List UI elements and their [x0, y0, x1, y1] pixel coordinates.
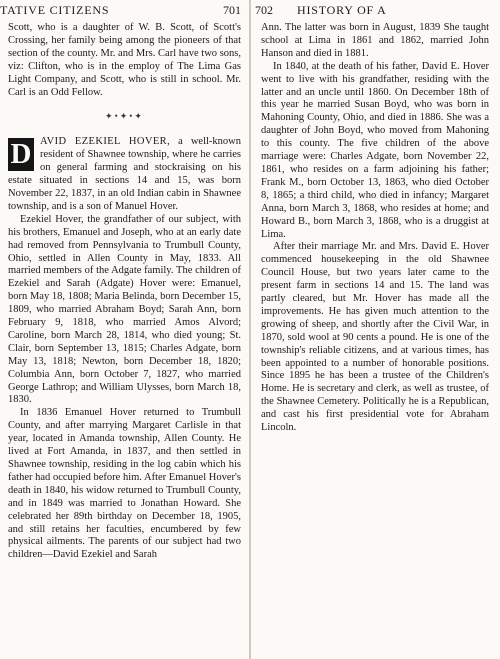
drop-cap: D — [8, 138, 34, 171]
left-page — [0, 0, 249, 659]
right-page-header — [251, 0, 500, 20]
biography-heading: AVID EZEKIEL HOVER, — [40, 136, 171, 148]
section-divider-ornament: ✦•✦•✦ — [105, 111, 144, 122]
biography-paragraph-3: In 1836 Emanuel Hover returned to Trumbull County, and after marrying Margaret Carlisle in that year, located in Amanda township, Allen County. He lived at Fort Amanda, in 1837, and then settled in Shawnee township, residing in the log cabin which his father had occupied before him. After Emanuel Hover's death in 1840, his widow returned to Trumbull County, and in 1849 was married to Jonathan Howard. She celebrated her 89th birthday on December 18, 1905, and still retains her faculties, encumbered by few physical ailments. The parents of our subject had two children—David Ezekiel and Sarah — [8, 407, 241, 561]
right-page — [251, 0, 500, 659]
running-head-left: TATIVE CITIZENS — [0, 3, 110, 17]
right-paragraph-1: Ann. The latter was born in August, 1839 She taught school at Lima in 1861 and 1862, married John Hanson and died in 1881. — [261, 22, 489, 59]
page-number-left: 701 — [223, 3, 241, 17]
biography-first-paragraph — [8, 136, 241, 213]
right-column — [261, 22, 489, 435]
right-paragraph-3: After their marriage Mr. and Mrs. David E. Hover commenced housekeeping in the old Shawnee Council House, but two years later came to the present farm in sections 14 and 15. The land was partly cleared, but Mr. Hover has made all the improvements. He has given much attention to the growing of sheep, and shortly after the Civil War, in 1870, sold wool at 90 cents a pound. He is one of the township's reliable citizens, and at various times, has been appointed to a number of honorable positions. Since 1895 he has been a trustee of the Children's Home. He is secretary and clerk, as well as trustee, of the Shawnee Cemetery. Politically he is a Republican, and cast his first presidential vote for Abraham Lincoln. — [261, 241, 489, 434]
biography-first-paragraph-text: a well-known resident of Shawnee township, where he carries on general farming and stockraising on his estate situated in sections 14 and 15, was born November 22, 1837, in an old Indian cabin in Shawnee township, and is a son of Manuel Hover. — [8, 136, 241, 212]
intro-paragraph: Scott, who is a daughter of W. B. Scott, of Scott's Crossing, her family being among the pioneers of that section of the county. Mr. and Mrs. Carl have two sons, viz: Clifton, who is in the employ of The Lima Gas Light Company, and Scott, who is still in school. Mr. Carl is an Odd Fellow. — [8, 22, 241, 98]
biography-paragraph-2: Ezekiel Hover, the grandfather of our subject, with his brothers, Emanuel and Joseph, who at an early date had removed from Pennsylvania to Trumbull County, Ohio, settled in Allen County in May, 1833. All married members of the Adgate family. The children of Ezekiel and Sarah (Adgate) Hover were: Emanuel, born May 18, 1808; Maria Belinda, born December 15, 1809, who married Abraham Boyd; Sarah Ann, born February 9, 1818, who married Amos Alvord; Caroline, born March 28, 1814, who died young; St. Clair, born September 13, 1815; Charles Adgate, born May 13, 1818; Newton, born December 18, 1820; Columbia Ann, born October 7, 1827, who married George Lathrop; and William Ulysses, born March 18, 1830. — [8, 213, 241, 406]
running-head-right: HISTORY OF A — [297, 3, 387, 17]
left-page-header — [0, 0, 249, 20]
right-paragraph-2: In 1840, at the death of his father, David E. Hover went to live with his grandfather, residing with the latter and an uncle until 1860. On December 18th of this year he married Susan Boyd, who was born in Mahoning County, Ohio, and died in 1886. She was a daughter of John Boyd, who moved from Mahoning to this county. The five children of the above marriage were: Charles Adgate, born November 22, 1861, who resides on a farm adjoining his father; Frank M., born October 13, 1863, who died October 8, 1865; a third child, who died in infancy; Margaret Anna, born March 3, 1868, who resides at home; and Howard B., born March 3, 1868, who is a druggist at Lima. — [261, 60, 489, 240]
page-number-right: 702 — [255, 3, 273, 17]
left-column — [8, 22, 241, 562]
